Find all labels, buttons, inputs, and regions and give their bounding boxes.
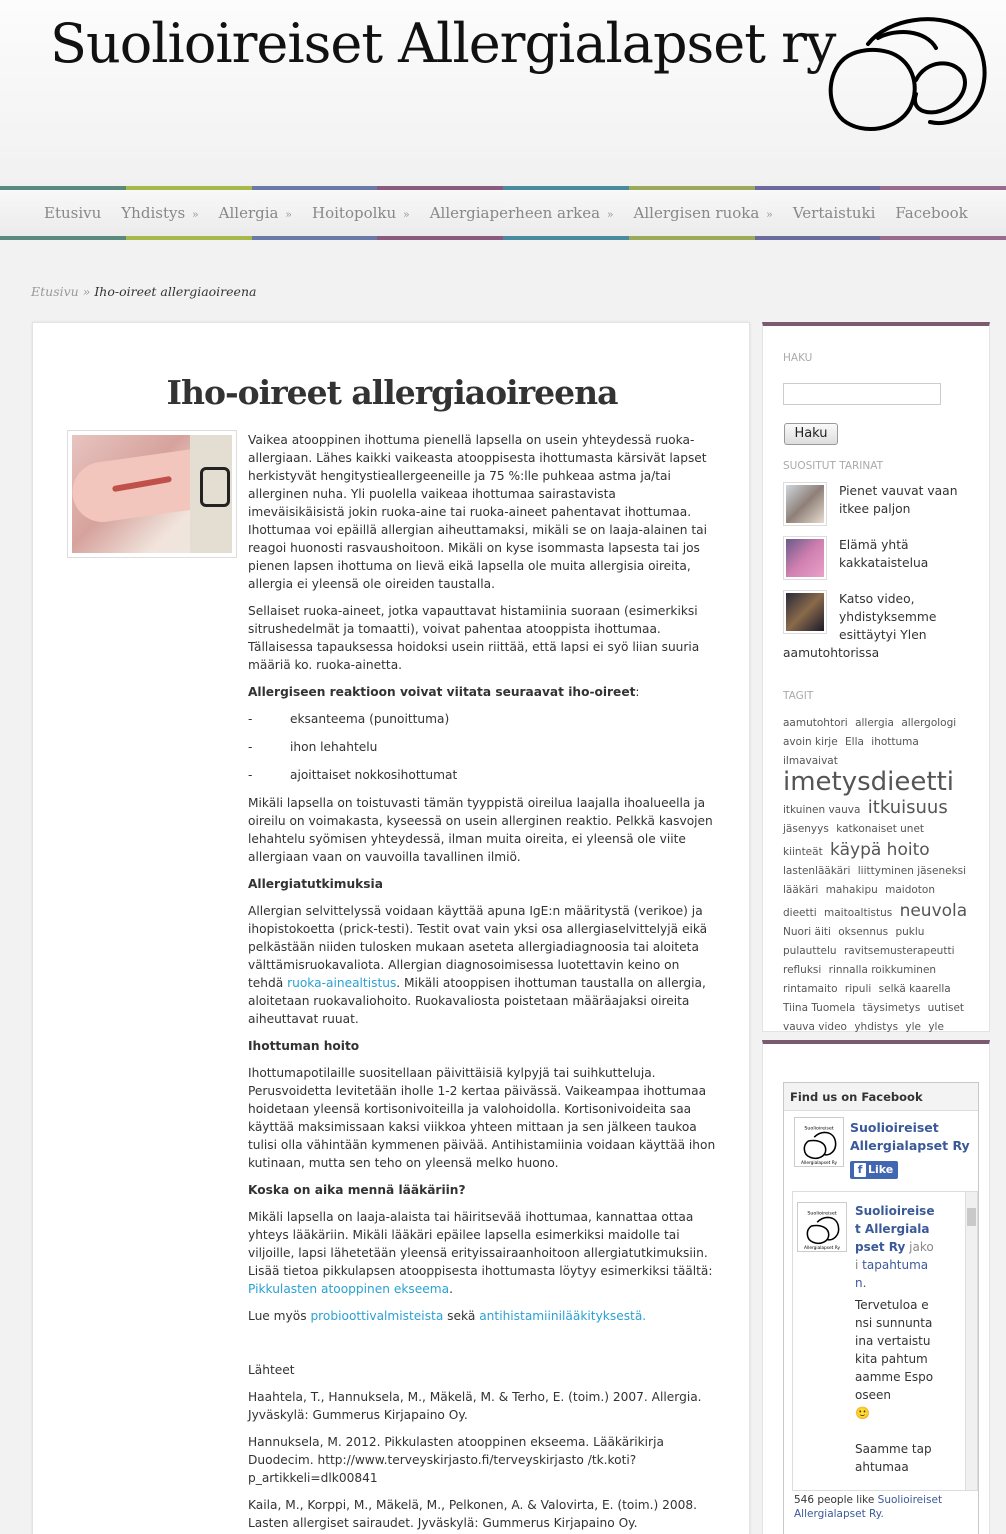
tag-link[interactable]: puklu — [895, 926, 925, 938]
tag-link[interactable]: uutiset vauva video — [783, 1002, 965, 1033]
link-pikkulasten-ekseema[interactable]: Pikkulasten atooppinen ekseema — [248, 1282, 450, 1296]
tag-link[interactable]: oksennus — [838, 926, 889, 938]
list-item: - eksanteema (punoittuma) — [248, 712, 450, 726]
tag-link[interactable]: rintamaito — [783, 983, 838, 995]
popular-heading: SUOSITUT TARINAT — [783, 460, 884, 472]
nav-item-allergisen-ruoka[interactable]: Allergisen ruoka » — [633, 204, 773, 222]
tag-link[interactable]: lääkäri — [783, 884, 819, 896]
story-thumbnail — [783, 536, 827, 580]
article-paragraph: Mikäli lapsella on toistuvasti tämän tyyppistä oireilua laajalla ihoalueella ja oireilu on voimakasta, kyseessä on usein allerginen reaktio. Pelkkä kasvojen lehahtelu syömisen yhteydessä, ilman muita oireita, ei yleensä ole viite allergiaan vaan on vauvoilla tavallinen ilmiö. — [248, 796, 713, 864]
tag-link[interactable]: lastenlääkäri — [783, 865, 851, 877]
facebook-likes-count: 546 people like Suolioireiset Allergialapset Ry. — [794, 1494, 943, 1520]
facebook-feed[interactable] — [792, 1191, 978, 1491]
nav-item-hoitopolku[interactable]: Hoitopolku » — [312, 204, 410, 222]
site-header — [0, 0, 1006, 186]
nav-item-etusivu[interactable]: Etusivu — [44, 204, 102, 222]
main-nav — [0, 190, 1006, 236]
article-paragraph: Vaikea atooppinen ihottuma pienellä lapsella on usein yhteydessä ruoka-allergiaan. Lähes kaikki vaikeasta atooppisesta ihottumasta kärsivät lapset herkistyvät hengitystieallergeeneille ja 75 %:lle puhkeaa astma ja/tai allerginen nuha. Yli puolella vaikeaa ihottumaa sairastavista imeväisikäisistä jokin ruoka-aine tai ruoka-aineet pahentavat ihottumaa. Ihottumaa voi epäillä allergian aiheuttamaksi, mikäli se on laaja-alainen tai reagoi huonosti rasvaushoitoon. Mikäli on kyse isommasta lapsesta tai jos pienen lapsen ihottuma on lievä eikä lapsella ole muita allergisia oireita, allergia ei yleensä ole oireiden taustalla. — [248, 433, 708, 591]
facebook-page-name[interactable]: Suolioireiset Allergialapset Ry — [850, 1120, 970, 1153]
tag-link[interactable]: kiinteät — [783, 846, 823, 858]
tag-cloud — [783, 714, 975, 1056]
search-heading: HAKU — [783, 352, 813, 364]
tag-link[interactable]: pulauttelu — [783, 945, 837, 957]
popular-story[interactable]: Pienet vauvat vaan itkee paljon — [783, 482, 973, 526]
feed-post-text: Tervetuloa ensi sunnuntaina vertaistukita pahtumaamme Espooseen 🙂 Saamme tapahtumaa — [855, 1298, 934, 1474]
site-title[interactable]: Suolioireiset Allergialapset ry — [50, 12, 836, 75]
tag-link[interactable]: yhdistys — [854, 1021, 899, 1033]
tag-link[interactable]: ripuli — [844, 983, 872, 995]
source-item: Haahtela, T., Hannuksela, M., Mäkelä, M. & Terho, E. (toim.) 2007. Allergia. Jyväskylä: Gummerus Kirjapaino Oy. — [248, 1390, 702, 1422]
breadcrumb: Etusivu » Iho-oireet allergiaoireena — [31, 284, 257, 299]
tag-link[interactable]: refluksi — [783, 964, 822, 976]
article-paragraph: Lue myös probioottivalmisteista sekä antihistamiinilääkityksestä. — [248, 1309, 647, 1323]
sources-heading: Lähteet — [248, 1363, 295, 1377]
feed-event-link[interactable]: tapahtuman. — [855, 1258, 929, 1290]
page-title: Iho-oireet allergiaoireena — [166, 373, 618, 412]
scrollbar-thumb[interactable] — [967, 1208, 976, 1226]
nav-item-yhdistys[interactable]: Yhdistys » — [121, 204, 199, 222]
search-input[interactable] — [783, 383, 941, 405]
baby-skin-photo — [72, 435, 232, 553]
article-paragraph: Allergian selvittelyssä voidaan käyttää apuna IgE:n määritystä (verikoe) ja ihopistokoetta (prick-testi). Testit ovat vain yksi osa allergiaselvittelyjä eikä pelkästään niiden tulosken mukaan aseteta allergiadiagnoosia tai aloiteta välttämisruokavaliota. Allergian diagnosoimisessa luotettavin keino on tehdä ruoka-ainealtistus. Mikäli atooppisen ihottuman taustalla on allergia, aloitetaan ruokavaliohoito. Ruokavaliosta poistetaan määräajaksi oireita aiheuttavat ruuat. — [248, 904, 708, 1026]
list-item: - ajoittaiset nokkosihottumat — [248, 768, 458, 782]
breadcrumb-current: Iho-oireet allergiaoireena — [94, 284, 257, 299]
tag-link[interactable]: mahakipu — [825, 884, 878, 896]
tag-link[interactable]: neuvola — [899, 901, 968, 921]
tag-link[interactable]: ihottuma — [871, 736, 919, 748]
link-probiootit[interactable]: probioottivalmisteista — [310, 1309, 444, 1323]
tag-link[interactable]: selkä kaarella — [878, 983, 951, 995]
tag-link[interactable]: allergia — [855, 717, 894, 729]
chevron-right-icon: » — [402, 208, 410, 221]
article-paragraph: Sellaiset ruoka-aineet, jotka vapauttavat histamiinia suoraan (esimerkiksi sitrushedelmät ja tomaatti), voivat pahentaa atooppista ihottumaa. Tällaisessa tapauksessa hoidoksi usein riittää, että lapsi ei syö liian suuria määriä ko. ruoka-ainetta. — [248, 604, 700, 672]
tag-link[interactable]: yle — [905, 1021, 921, 1033]
article-body — [248, 431, 716, 1534]
article-paragraph: Ihottumapotilaille suositellaan päivittäisiä kylpyjä tai suihkutteluja. Perusvoidetta levitetään iholle 1-2 kertaa päivässä. Vaikeampaa ihottumaa hoidetaan yleensä kortisonivoiteilla ja valohoidolla. Kortisonivoideita saa käyttää maksimissaan kaksi viikkoa yhteen mittaan ja sen jälkeen taukoa tulisi olla vähintään kymmenen päivää. Antihistamiinia voidaan käyttää ihon kutinaan, mutta sen teho on yleensä melko huono. — [248, 1066, 716, 1170]
chevron-right-icon: » — [606, 208, 614, 221]
nav-item-allergia[interactable]: Allergia » — [218, 204, 293, 222]
article-subheading: Allergiatutkimuksia — [248, 877, 383, 891]
tag-link[interactable]: Nuori äiti — [783, 926, 831, 938]
article-image — [67, 430, 237, 558]
search-button[interactable]: Haku — [784, 423, 838, 445]
tag-link[interactable]: rinnalla roikkuminen — [828, 964, 937, 976]
tag-link[interactable]: avoin kirje — [783, 736, 838, 748]
tag-link[interactable]: Ella — [845, 736, 864, 748]
article-paragraph: Mikäli lapsella on laaja-alaista tai häiritsevää ihottumaa, kannattaa ottaa yhteys lääkäriin. Mikäli lääkäri epäilee lapsella esimerkiksi maidolle tai viljoille, lapsi lähetetään yleensä erityissairaanhoitoon allergiatutkimuksiin. Lisää tietoa pikkulapsen atooppisesta ihottumasta löytyy esimerkiksi täältä: Pikkulasten atooppinen ekseema. — [248, 1210, 713, 1296]
nav-item-allergiaperheen-arkea[interactable]: Allergiaperheen arkea » — [429, 204, 614, 222]
tag-link[interactable]: ilmavaivat — [783, 755, 838, 767]
feed-post-header: Suolioireiset Allergialapset Ry jakoi tapahtuman. — [855, 1204, 935, 1290]
tag-link[interactable]: jäsenyys — [783, 823, 829, 835]
link-antihistamiinit[interactable]: antihistamiinilääkityksestä. — [479, 1309, 647, 1323]
tag-link[interactable]: yle — [928, 1021, 944, 1033]
nav-item-facebook[interactable]: Facebook — [895, 204, 968, 222]
facebook-like-box — [783, 1082, 979, 1534]
article-subheading: Allergiseen reaktioon voivat viitata seuraavat iho-oireet: — [248, 685, 640, 699]
chevron-right-icon: » — [766, 208, 773, 221]
facebook-widget-container — [762, 1040, 990, 1534]
facebook-like-button[interactable]: f Like — [850, 1161, 898, 1179]
svg-text:Allergialapset Ry: Allergialapset Ry — [804, 1246, 840, 1251]
tag-link[interactable]: liittyminen jäseneksi — [857, 865, 967, 877]
facebook-page-link[interactable]: Suolioireiset Allergialapset Ry. — [794, 1494, 943, 1520]
facebook-f-icon: f — [854, 1163, 866, 1177]
story-thumbnail — [783, 482, 827, 526]
link-ruoka-ainealtistus[interactable]: ruoka-ainealtistus — [287, 976, 397, 990]
chevron-right-icon: » — [191, 208, 199, 221]
main-content — [32, 322, 750, 1534]
feed-author-logo[interactable] — [797, 1202, 847, 1252]
tag-link[interactable]: aamutohtori — [783, 717, 848, 729]
tag-link[interactable]: käypä hoito — [830, 840, 930, 860]
facebook-page-logo[interactable] — [794, 1117, 844, 1167]
tag-link[interactable]: imetysdieetti — [783, 767, 955, 797]
site-logo-icon[interactable] — [818, 8, 993, 136]
tag-link[interactable]: täysimetys — [862, 1002, 921, 1014]
tag-link[interactable]: allergologi — [901, 717, 957, 729]
story-thumbnail — [783, 590, 827, 634]
breadcrumb-home[interactable]: Etusivu — [31, 284, 79, 299]
svg-text:Allergialapset Ry: Allergialapset Ry — [801, 1161, 837, 1166]
article-subheading: Koska on aika mennä lääkäriin? — [248, 1183, 466, 1197]
article-subheading: Ihottuman hoito — [248, 1039, 360, 1053]
facebook-heading: Find us on Facebook — [784, 1083, 978, 1111]
list-item: - ihon lehahtelu — [248, 740, 378, 754]
svg-text:Suolioireiset: Suolioireiset — [807, 1211, 837, 1217]
tag-link[interactable]: katkonaiset unet — [836, 823, 925, 835]
tag-link[interactable]: Tiina Tuomela — [783, 1002, 856, 1014]
tag-link[interactable]: ravitsemusterapeutti — [843, 945, 955, 957]
tag-link[interactable]: itkuinen vauva — [783, 804, 861, 816]
popular-story[interactable]: Elämä yhtä kakkataistelua — [783, 536, 973, 580]
svg-text:Suolioireiset: Suolioireiset — [804, 1126, 834, 1132]
feed-author-link[interactable]: Suolioireiset Allergialapset Ry — [855, 1204, 935, 1254]
source-item: Hannuksela, M. 2012. Pikkulasten atooppinen ekseema. Lääkärikirja Duodecim. http://www.terveyskirjasto.fi/terveyskirjasto /tk.koti?p_artikkeli=dlk00841 — [248, 1435, 664, 1485]
tag-link[interactable]: itkuisuus — [867, 797, 948, 818]
tag-link[interactable]: maitoaltistus — [824, 907, 893, 919]
source-item: Kaila, M., Korppi, M., Mäkelä, M., Pelkonen, A. & Valovirta, E. (toim.) 2008. Lasten allergiset sairaudet. Jyväskylä: Gummerus Kirjapaino Oy. — [248, 1498, 698, 1530]
popular-story[interactable]: Katso video, yhdistyksemme esittäytyi Ylen aamutohtorissa — [783, 592, 937, 660]
tag-link[interactable]: maidoton dieetti — [783, 884, 935, 919]
chevron-right-icon: » — [285, 208, 293, 221]
sidebar-widgets — [762, 322, 990, 1032]
nav-bottom-stripe — [0, 236, 1006, 240]
nav-item-vertaistuki[interactable]: Vertaistuki — [792, 204, 876, 222]
feed-scrollbar[interactable] — [965, 1192, 977, 1491]
tags-heading: TAGIT — [783, 690, 814, 702]
smile-emoji-icon: 🙂 — [855, 1406, 870, 1420]
